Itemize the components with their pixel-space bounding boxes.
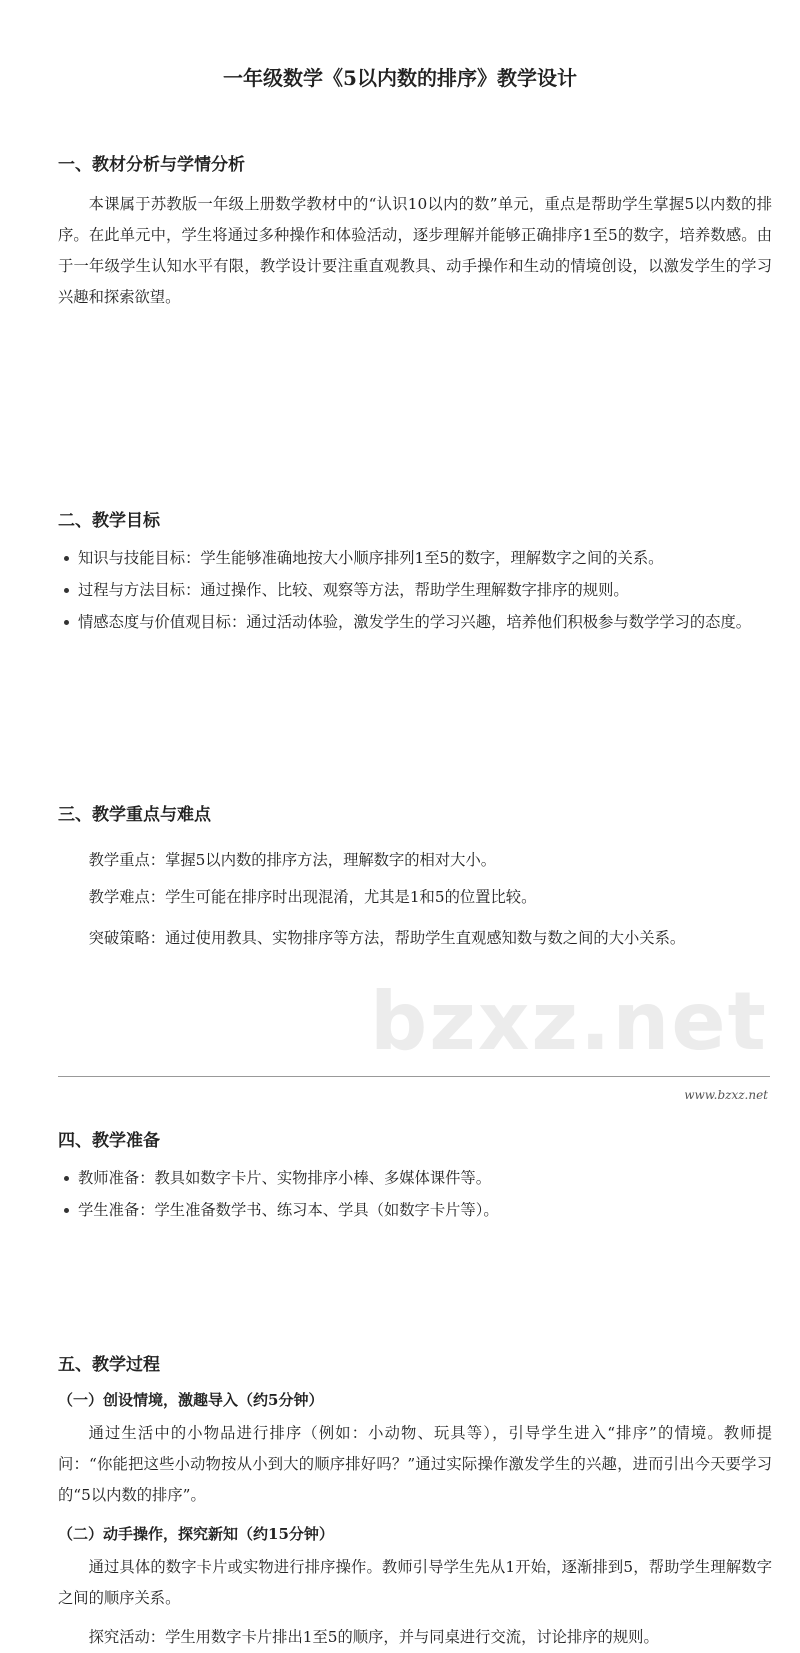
section-heading: 五、教学过程 <box>58 1355 160 1375</box>
section-5 <box>58 1350 772 1653</box>
list-item: 知识与技能目标：学生能够准确地按大小顺序排列1至5的数字，理解数字之间的关系。 <box>58 545 772 572</box>
paragraph: 教学重点：掌握5以内数的排序方法，理解数字的相对大小。 <box>88 851 497 869</box>
section-3 <box>58 800 772 954</box>
footer-url: www.bzxz.net <box>684 1088 768 1102</box>
section-4 <box>58 1126 772 1224</box>
paragraph: 探究活动：学生用数字卡片排出1至5的顺序，并与同桌进行交流，讨论排序的规则。 <box>88 1628 659 1646</box>
objectives-list <box>58 545 772 636</box>
subsection-heading: （一）创设情境，激趣导入（约5分钟） <box>58 1391 324 1409</box>
paragraph: 通过具体的数字卡片或实物进行排序操作。教师引导学生先从1开始，逐渐排到5，帮助学生理解数字之间的顺序关系。 <box>58 1558 772 1607</box>
section-heading: 四、教学准备 <box>58 1131 160 1151</box>
section-2 <box>58 506 772 636</box>
section-1 <box>58 150 772 313</box>
section-heading: 二、教学目标 <box>58 511 160 531</box>
footer-divider <box>58 1076 770 1077</box>
watermark: bzxz.net <box>370 975 768 1068</box>
subsection-heading: （二）动手操作，探究新知（约15分钟） <box>58 1525 334 1543</box>
list-item: 学生准备：学生准备数学书、练习本、学具（如数字卡片等）。 <box>58 1197 772 1224</box>
section-heading: 一、教材分析与学情分析 <box>58 155 245 175</box>
document-title: 一年级数学《5以内数的排序》教学设计 <box>223 66 577 90</box>
paragraph: 教学难点：学生可能在排序时出现混淆，尤其是1和5的位置比较。 <box>88 888 537 906</box>
section-heading: 三、教学重点与难点 <box>58 805 211 825</box>
preparation-list <box>58 1165 772 1224</box>
paragraph: 通过生活中的小物品进行排序（例如：小动物、玩具等），引导学生进入“排序”的情境。教师提问：“你能把这些小动物按从小到大的顺序排好吗？”通过实际操作激发学生的兴趣，进而引出今天要学习的“5以内数的排序”。 <box>58 1424 772 1504</box>
list-item: 情感态度与价值观目标：通过活动体验，激发学生的学习兴趣，培养他们积极参与数学学习的态度。 <box>58 609 772 636</box>
list-item: 教师准备：教具如数字卡片、实物排序小棒、多媒体课件等。 <box>58 1165 772 1192</box>
paragraph: 本课属于苏教版一年级上册数学教材中的“认识10以内的数”单元，重点是帮助学生掌握5以内数的排序。在此单元中，学生将通过多种操作和体验活动，逐步理解并能够正确排序1至5的数字，培养数感。由于一年级学生认知水平有限，教学设计要注重直观教具、动手操作和生动的情境创设，以激发学生的学习兴趣和探索欲望。 <box>58 195 772 306</box>
list-item: 过程与方法目标：通过操作、比较、观察等方法，帮助学生理解数字排序的规则。 <box>58 577 772 604</box>
paragraph: 突破策略：通过使用教具、实物排序等方法，帮助学生直观感知数与数之间的大小关系。 <box>88 929 686 947</box>
